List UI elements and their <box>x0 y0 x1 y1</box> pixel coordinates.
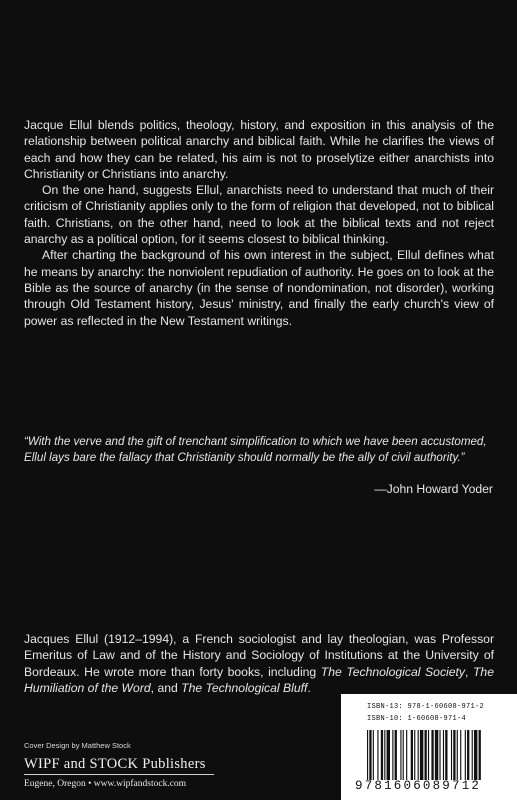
barcode-bar <box>467 730 469 780</box>
barcode-bar <box>443 730 444 780</box>
isbn-barcode <box>341 694 517 800</box>
bio-book-title-3: The Technological Bluff <box>181 680 308 695</box>
isbn13-label: ISBN-13: 978-1-60608-971-2 <box>367 703 485 711</box>
barcode-bar <box>445 730 447 780</box>
barcode-bar <box>411 730 413 780</box>
cover-design-credit: Cover Design by Matthew Stock <box>24 741 131 750</box>
barcode-bar <box>418 730 419 780</box>
barcode-bar <box>369 730 371 780</box>
bio-book-title-2: The Humiliation of the Word <box>24 664 494 695</box>
barcode-bar <box>479 730 481 780</box>
bio-text-4: . <box>307 680 311 695</box>
barcode-bar <box>392 730 393 780</box>
bio-text-2: , <box>465 664 473 679</box>
bio-text-1: Jacques Ellul (1912–1994), a French sociologist and lay theologian, was Professor Emeritus of Law and of the History and Sociology of Institutions at the University of Bordeaux. He wrote more than forty books, including <box>24 632 494 679</box>
barcode-bar <box>472 730 473 780</box>
bio-book-title-1: The Technological Society <box>320 664 466 679</box>
barcode-bar <box>395 730 397 780</box>
endorsement-attribution: —John Howard Yoder <box>374 482 493 496</box>
barcode-bar <box>420 730 423 780</box>
description-paragraph-1: Jacque Ellul blends politics, theology, history, and exposition in this analysis of the relationship between political anarchy and biblical faith. While he clarifies the views of each and how they can be related, his aim is not to proselytize either anarchists into Christianity or Christians into anarchy. <box>24 118 494 181</box>
barcode-bar <box>387 730 390 780</box>
barcode-bar <box>460 730 461 780</box>
barcode-bar <box>435 730 438 780</box>
endorsement-quote: “With the verve and the gift of trenchant simplification to which we have been accustomed, Ellul lays bare the fallacy that Christianity should normally be the ally of civil authority.” <box>24 435 487 464</box>
barcode-digits: 9781606089712 <box>355 779 482 793</box>
barcode-bar <box>414 730 415 780</box>
barcode-bar <box>384 730 385 780</box>
barcode-bar <box>439 730 440 780</box>
publisher-name: WIPF and STOCK Publishers <box>24 756 206 772</box>
barcode-bar <box>465 730 466 780</box>
barcode-bars <box>367 730 515 780</box>
barcode-bar <box>474 730 477 780</box>
author-bio <box>24 631 494 696</box>
barcode-bar <box>367 730 368 780</box>
barcode-bar <box>373 730 374 780</box>
barcode-bar <box>428 730 429 780</box>
barcode-bar <box>457 730 458 780</box>
barcode-bar <box>406 730 407 780</box>
publisher-rule <box>24 774 214 775</box>
barcode-bar <box>431 730 433 780</box>
publisher-logo <box>24 756 206 773</box>
barcode-bar <box>400 730 401 780</box>
isbn10-label: ISBN-10: 1-60608-971-4 <box>367 715 467 723</box>
barcode-bar <box>403 730 404 780</box>
barcode-bar <box>425 730 427 780</box>
barcode-bar <box>451 730 452 780</box>
publisher-location: Eugene, Oregon • www.wipfandstock.com <box>24 779 187 789</box>
barcode-bar <box>381 730 383 780</box>
description-paragraph-3: After charting the background of his own interest in the subject, Ellul defines what he means by anarchy: the nonviolent repudiation of authority. He goes on to look at the Bible as the source of anarchy (in the sense of nondomination, not disorder), working through Old Testament history, Jesus' ministry, and finally the early church's view of power as reflected in the New Testament writings. <box>24 248 494 328</box>
book-description <box>24 117 494 329</box>
barcode-bar <box>453 730 455 780</box>
description-paragraph-2: On the one hand, suggests Ellul, anarchists need to understand that much of their criticism of Christianity applies only to the form of religion that developed, not to biblical faith. Christians, on the other hand, need to look at the biblical texts and not reject anarchy as a political option, for it seems closest to biblical thinking. <box>24 183 494 247</box>
barcode-bar <box>377 730 378 780</box>
bio-text-3: , and <box>150 680 182 695</box>
